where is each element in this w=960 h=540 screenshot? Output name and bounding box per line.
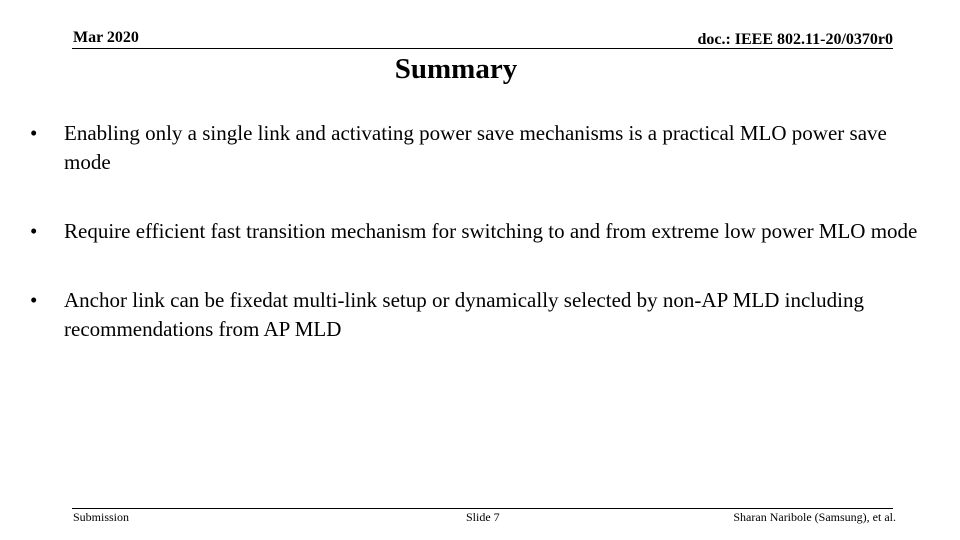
slide-title: Summary xyxy=(394,53,518,85)
bullet-item xyxy=(30,119,930,177)
bullet-item xyxy=(30,217,930,246)
bullet-text: Anchor link can be fixedat multi-link setup or dynamically selected by non-AP MLD including recommendations from AP MLD xyxy=(64,288,864,341)
bullet-text: Require efficient fast transition mechanism for switching to and from extreme low power MLO mode xyxy=(64,219,918,243)
footer-author: Sharan Naribole (Samsung), et al. xyxy=(733,510,896,524)
footer-submission: Submission xyxy=(73,510,130,524)
bullet-marker: • xyxy=(30,121,38,145)
footer-divider xyxy=(72,508,893,509)
bullet-text: Enabling only a single link and activating power save mechanisms is a practical MLO power save mode xyxy=(64,121,887,174)
header-divider xyxy=(72,48,893,49)
header-date: Mar 2020 xyxy=(73,29,139,46)
footer-slide-number: Slide 7 xyxy=(466,510,500,524)
bullet-marker: • xyxy=(30,219,38,243)
bullet-marker: • xyxy=(30,288,38,312)
bullet-item xyxy=(30,286,930,344)
bullet-list xyxy=(30,119,930,384)
header-doc-id: doc.: IEEE 802.11-20/0370r0 xyxy=(697,31,893,48)
